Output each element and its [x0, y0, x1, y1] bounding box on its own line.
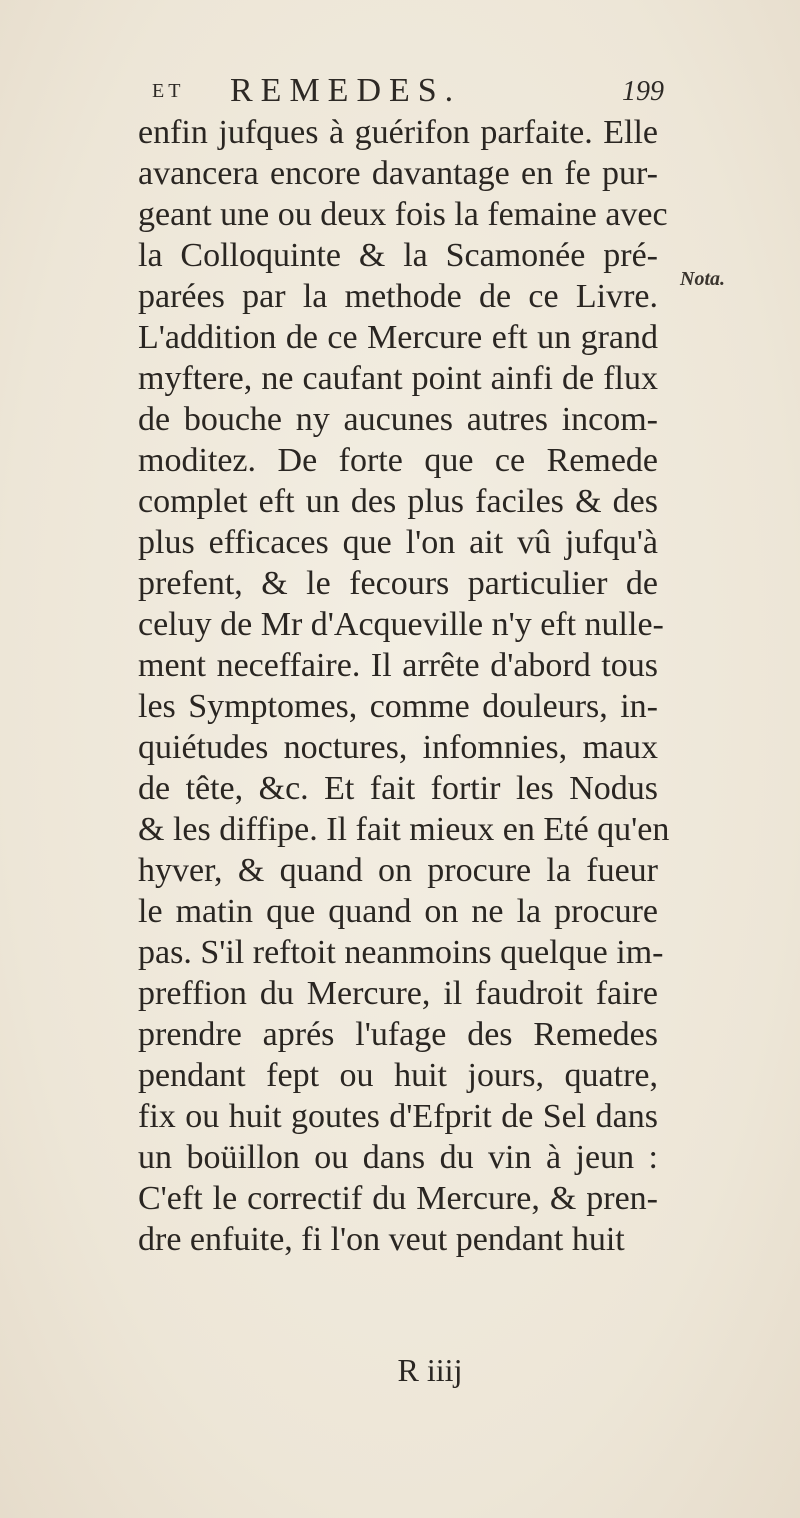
running-header: [140, 72, 664, 112]
text-line: de tête, &c. Et fait fortir les Nodus: [138, 770, 658, 807]
text-line: la Colloquinte & la Scamonée pré-: [138, 237, 658, 274]
text-line: un boüillon ou dans du vin à jeun :: [138, 1139, 658, 1176]
text-line: le matin que quand on ne la procure: [138, 893, 658, 930]
text-line: myftere, ne caufant point ainfi de flux: [138, 360, 658, 397]
text-line: celuy de Mr d'Acqueville n'y eft nulle-: [138, 606, 664, 643]
margin-note: Nota.: [680, 268, 725, 290]
page-number: 199: [622, 76, 664, 107]
text-line: enfin jufques à guérifon parfaite. Elle: [138, 114, 658, 151]
text-line: pendant fept ou huit jours, quatre,: [138, 1057, 658, 1094]
text-line: parées par la methode de ce Livre.: [138, 278, 658, 315]
text-line: fix ou huit goutes d'Efprit de Sel dans: [138, 1098, 658, 1135]
text-line: C'eft le correctif du Mercure, & pren-: [138, 1180, 658, 1217]
text-line: dre enfuite, fi l'on veut pendant huit: [138, 1221, 625, 1258]
text-line: les Symptomes, comme douleurs, in-: [138, 688, 658, 725]
text-line: preffion du Mercure, il faudroit faire: [138, 975, 658, 1012]
text-line: quiétudes noctures, infomnies, maux: [138, 729, 658, 766]
header-left: ET: [152, 80, 185, 102]
text-line: de bouche ny aucunes autres incom-: [138, 401, 658, 438]
text-line: hyver, & quand on procure la fueur: [138, 852, 658, 889]
header-title: REMEDES.: [230, 72, 462, 109]
text-line: & les diffipe. Il fait mieux en Eté qu'en: [138, 811, 670, 848]
text-line: plus efficaces que l'on ait vû jufqu'à: [138, 524, 658, 561]
body-text: [138, 112, 670, 1260]
text-line: moditez. De forte que ce Remede: [138, 442, 658, 479]
text-line: ment neceffaire. Il arrête d'abord tous: [138, 647, 658, 684]
text-line: L'addition de ce Mercure eft un grand: [138, 319, 658, 356]
text-line: pas. S'il reftoit neanmoins quelque im-: [138, 934, 664, 971]
signature-mark: R iiij: [397, 1352, 463, 1388]
text-line: geant une ou deux fois la femaine avec: [138, 196, 668, 233]
text-line: prefent, & le fecours particulier de: [138, 565, 658, 602]
text-line: prendre aprés l'ufage des Remedes: [138, 1016, 658, 1053]
text-line: complet eft un des plus faciles & des: [138, 483, 658, 520]
text-line: avancera encore davantage en fe pur-: [138, 155, 658, 192]
